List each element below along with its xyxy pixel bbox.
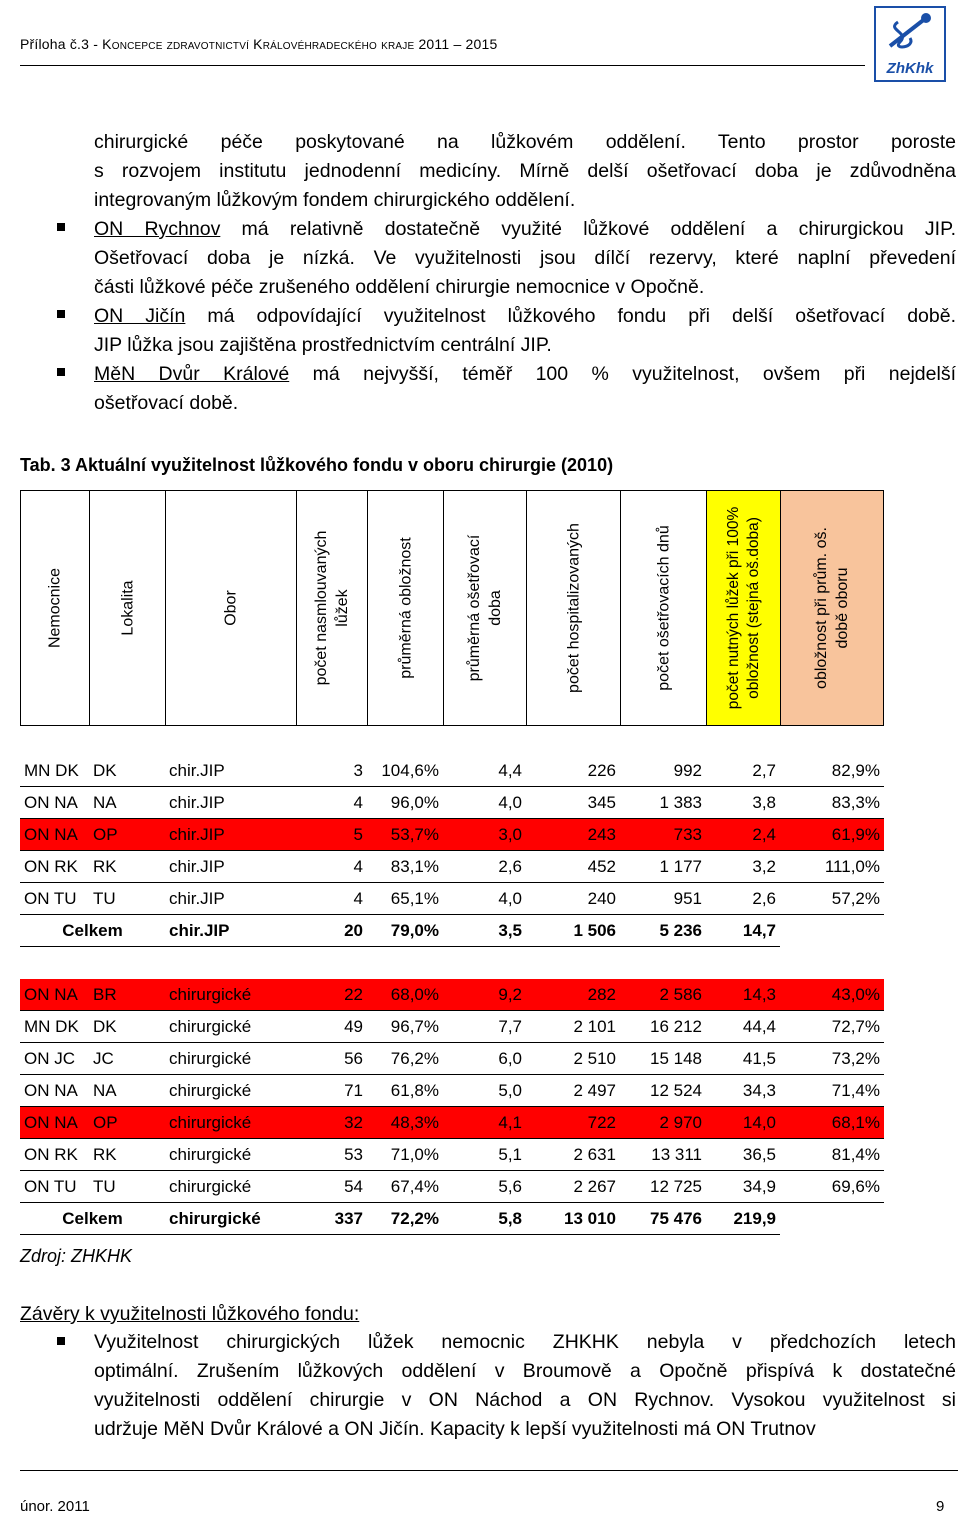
page-number: 9 — [936, 1498, 945, 1515]
table-cell: 4,0 — [443, 883, 526, 915]
table-cell: ON JC — [20, 1043, 89, 1075]
table-cell: 57,2% — [780, 883, 884, 915]
col-header-lokalita — [89, 490, 166, 726]
table-cell: 240 — [526, 883, 620, 915]
table-row — [20, 755, 884, 787]
table-cell: 4,1 — [443, 1107, 526, 1139]
table-cell: 9,2 — [443, 979, 526, 1011]
table-cell: 61,9% — [780, 819, 884, 851]
bullet-jicin — [94, 302, 956, 360]
table-cell: 2 631 — [526, 1139, 620, 1171]
empty-cell — [780, 915, 884, 947]
table-cell: 3,5 — [443, 915, 526, 947]
bullet-square-icon — [57, 223, 65, 231]
table-cell: 5,1 — [443, 1139, 526, 1171]
table-cell: chir.JIP — [165, 787, 296, 819]
table-cell: 2,6 — [706, 883, 780, 915]
table-cell: 36,5 — [706, 1139, 780, 1171]
table-cell: 13 010 — [526, 1203, 620, 1235]
table-cell: OP — [89, 819, 165, 851]
table-cell: 2 101 — [526, 1011, 620, 1043]
table-cell: 1 383 — [620, 787, 706, 819]
table-cell: chirurgické — [165, 1203, 296, 1235]
table-cell: 56 — [296, 1043, 367, 1075]
table-caption: Tab. 3 Aktuální využitelnost lůžkového fondu v oboru chirurgie (2010) — [20, 455, 614, 475]
table-row — [20, 1139, 884, 1171]
bullet-line: ošetřovací době. — [94, 392, 239, 414]
table-cell: 83,1% — [367, 851, 443, 883]
col-header-osetrovacich-dnu — [620, 490, 707, 726]
table-cell: ON TU — [20, 1171, 89, 1203]
table-cell: NA — [89, 1075, 165, 1107]
table-cell: DK — [89, 1011, 165, 1043]
col-header-nutnych-luzek — [706, 490, 781, 726]
table-cell: 2,6 — [443, 851, 526, 883]
col-header-label: průměrná ošetřovací doba — [466, 534, 504, 682]
table-row — [20, 787, 884, 819]
col-header-osetrovaci-doba — [443, 490, 527, 726]
table-cell: TU — [89, 883, 165, 915]
table-cell: 81,4% — [780, 1139, 884, 1171]
table-cell: 43,0% — [780, 979, 884, 1011]
table-cell: 96,7% — [367, 1011, 443, 1043]
table-cell: 3,0 — [443, 819, 526, 851]
table-row — [20, 1107, 884, 1139]
col-header-obor — [165, 490, 297, 726]
table-cell: 2 267 — [526, 1171, 620, 1203]
table-cell: JC — [89, 1043, 165, 1075]
table-cell: 243 — [526, 819, 620, 851]
table-cell: 3 — [296, 755, 367, 787]
table-cell: 226 — [526, 755, 620, 787]
table-cell: 67,4% — [367, 1171, 443, 1203]
col-header-label: Lokalita — [119, 580, 136, 636]
total-label: Celkem — [20, 1203, 165, 1235]
table-cell: 53 — [296, 1139, 367, 1171]
table-cell: 5,0 — [443, 1075, 526, 1107]
table-cell: 14,3 — [706, 979, 780, 1011]
total-label: Celkem — [20, 915, 165, 947]
conclusion-line: optimální. Zrušením lůžkových oddělení v Broumově a Opočně přispívá k dostatečné — [94, 1360, 956, 1382]
col-header-hospitalizovanych — [526, 490, 621, 726]
source-note: Zdroj: ZHKHK — [20, 1246, 133, 1266]
table-cell: 44,4 — [706, 1011, 780, 1043]
table-cell: 79,0% — [367, 915, 443, 947]
bullet-square-icon — [57, 310, 65, 318]
table-row — [20, 1011, 884, 1043]
col-header-label: obložnost při prům. oš. době oboru — [813, 527, 851, 689]
table-cell: chirurgické — [165, 1139, 296, 1171]
conclusion-title: Závěry k využitelnosti lůžkového fondu: — [20, 1303, 360, 1325]
table-cell: 12 725 — [620, 1171, 706, 1203]
table-cell: 82,9% — [780, 755, 884, 787]
table-cell: 54 — [296, 1171, 367, 1203]
table-cell: chir.JIP — [165, 915, 296, 947]
table-cell: 452 — [526, 851, 620, 883]
table-cell: 4,0 — [443, 787, 526, 819]
bullet-line: JIP lůžka jsou zajištěna prostřednictvím centrální JIP. — [94, 334, 552, 356]
table-cell: ON NA — [20, 787, 89, 819]
table-cell: 96,0% — [367, 787, 443, 819]
table-cell: 16 212 — [620, 1011, 706, 1043]
table-cell: 68,1% — [780, 1107, 884, 1139]
conclusion-line: udržuje MěN Dvůr Králové a ON Jičín. Kapacity k lepší využitelnosti má ON Trutnov — [94, 1418, 816, 1440]
logo-emblem-icon — [876, 8, 940, 58]
table-cell: MN DK — [20, 1011, 89, 1043]
table-cell: 951 — [620, 883, 706, 915]
table-cell: ON RK — [20, 851, 89, 883]
table-cell: chirurgické — [165, 1075, 296, 1107]
table-cell: 72,7% — [780, 1011, 884, 1043]
table-cell: 41,5 — [706, 1043, 780, 1075]
table-cell: 83,3% — [780, 787, 884, 819]
table-cell: chirurgické — [165, 1011, 296, 1043]
table-cell: chirurgické — [165, 1171, 296, 1203]
col-header-obloznost — [367, 490, 444, 726]
table-row — [20, 1171, 884, 1203]
conclusion-paragraph — [94, 1328, 956, 1444]
table-cell: 2,4 — [706, 819, 780, 851]
conclusion-line: Využitelnost chirurgických lůžek nemocnic ZHKHK nebyla v předchozích letech — [94, 1331, 956, 1353]
table-cell: BR — [89, 979, 165, 1011]
table-cell: 5,6 — [443, 1171, 526, 1203]
header-rule — [20, 65, 865, 66]
table-cell: 2 497 — [526, 1075, 620, 1107]
table-row — [20, 819, 884, 851]
table-jip — [20, 755, 884, 947]
table-cell: 34,3 — [706, 1075, 780, 1107]
table-cell: 68,0% — [367, 979, 443, 1011]
table-cell: 3,8 — [706, 787, 780, 819]
col-header-label: počet hospitalizovaných — [565, 523, 582, 693]
bullet-line: Ošetřovací doba je nízká. Ve využitelnosti jsou dílčí rezervy, které naplní převedení — [94, 247, 956, 269]
table-cell: 14,7 — [706, 915, 780, 947]
table-row — [20, 979, 884, 1011]
table-cell: chir.JIP — [165, 851, 296, 883]
bullet-line: části lůžkové péče zrušeného oddělení chirurgie nemocnice v Opočně. — [94, 276, 705, 298]
table-cell: 20 — [296, 915, 367, 947]
table-cell: DK — [89, 755, 165, 787]
table-cell: 22 — [296, 979, 367, 1011]
table-row — [20, 1075, 884, 1107]
table-cell: 5 236 — [620, 915, 706, 947]
table-cell: 2 510 — [526, 1043, 620, 1075]
col-header-pocet-luzek — [296, 490, 368, 726]
table-cell: 282 — [526, 979, 620, 1011]
empty-cell — [780, 1203, 884, 1235]
table-cell: 75 476 — [620, 1203, 706, 1235]
table-cell: 13 311 — [620, 1139, 706, 1171]
table-cell: 71,0% — [367, 1139, 443, 1171]
header-title: Koncepce zdravotnictví Královéhradeckého kraje 2011 – 2015 — [102, 36, 498, 52]
table-cell: chirurgické — [165, 1043, 296, 1075]
table-cell: 219,9 — [706, 1203, 780, 1235]
bullet-square-icon — [57, 368, 65, 376]
table-cell: 111,0% — [780, 851, 884, 883]
table-cell: chir.JIP — [165, 755, 296, 787]
table-cell: 722 — [526, 1107, 620, 1139]
table-cell: 337 — [296, 1203, 367, 1235]
table-cell: MN DK — [20, 755, 89, 787]
col-header-label: Nemocnice — [46, 567, 64, 649]
table-cell: 6,0 — [443, 1043, 526, 1075]
table-cell: 4 — [296, 883, 367, 915]
table-cell: 69,6% — [780, 1171, 884, 1203]
table-row — [20, 1043, 884, 1075]
table-cell: 1 177 — [620, 851, 706, 883]
page-header — [20, 36, 497, 52]
table-cell: 733 — [620, 819, 706, 851]
footer-date: únor. 2011 — [20, 1498, 90, 1515]
table-cell: ON TU — [20, 883, 89, 915]
table-cell: 345 — [526, 787, 620, 819]
table-cell: 34,9 — [706, 1171, 780, 1203]
table-cell: 71,4% — [780, 1075, 884, 1107]
table-cell: 65,1% — [367, 883, 443, 915]
table-cell: 2 970 — [620, 1107, 706, 1139]
table-cell: RK — [89, 851, 165, 883]
bullet-square-icon — [57, 1337, 65, 1345]
table-row — [20, 883, 884, 915]
table-total-row — [20, 1203, 884, 1235]
bullet-name: MěN Dvůr Králové — [94, 363, 290, 385]
table-cell: 992 — [620, 755, 706, 787]
table-cell: 5,8 — [443, 1203, 526, 1235]
table-cell: 7,7 — [443, 1011, 526, 1043]
table-cell: ON NA — [20, 819, 89, 851]
table-cell: 4 — [296, 787, 367, 819]
col-header-label: průměrná obložnost — [397, 537, 414, 679]
table-cell: 61,8% — [367, 1075, 443, 1107]
zhkhk-logo — [874, 6, 946, 82]
table-cell: 32 — [296, 1107, 367, 1139]
table-cell: 14,0 — [706, 1107, 780, 1139]
table-cell: OP — [89, 1107, 165, 1139]
table-cell: NA — [89, 787, 165, 819]
table-cell: 5 — [296, 819, 367, 851]
table-cell: RK — [89, 1139, 165, 1171]
table-cell: 72,2% — [367, 1203, 443, 1235]
table-cell: chir.JIP — [165, 819, 296, 851]
table-cell: ON NA — [20, 1075, 89, 1107]
table-cell: chir.JIP — [165, 883, 296, 915]
bullet-name: ON Rychnov — [94, 218, 221, 240]
table-cell: 4 — [296, 851, 367, 883]
intro-paragraph — [94, 128, 956, 215]
bullet-text: má relativně dostatečně využité lůžkové oddělení a chirurgickou JIP. — [220, 218, 956, 240]
table-cell: ON NA — [20, 1107, 89, 1139]
table-cell: chirurgické — [165, 979, 296, 1011]
bullet-text: má odpovídající využitelnost lůžkového fondu při delší ošetřovací době. — [185, 305, 957, 327]
table-chirurgie — [20, 979, 884, 1235]
table-cell: 1 506 — [526, 915, 620, 947]
bullet-name: ON Jičín — [94, 305, 186, 327]
table-cell: 12 524 — [620, 1075, 706, 1107]
table-cell: 48,3% — [367, 1107, 443, 1139]
footer-rule — [20, 1470, 958, 1471]
table-total-row — [20, 915, 884, 947]
table-cell: 73,2% — [780, 1043, 884, 1075]
table-cell: 2 586 — [620, 979, 706, 1011]
intro-line: integrovaným lůžkovým fondem chirurgického oddělení. — [94, 189, 576, 211]
col-header-nemocnice — [20, 490, 90, 726]
table-cell: 71 — [296, 1075, 367, 1107]
bullet-text: má nejvyšší, téměř 100 % využitelnost, ovšem při nejdelší — [289, 363, 956, 385]
col-header-obloznost-prum — [780, 490, 884, 726]
table-cell: 4,4 — [443, 755, 526, 787]
table-cell: 49 — [296, 1011, 367, 1043]
intro-line: s rozvojem institutu jednodenní medicíny. Mírně delší ošetřovací doba je zdůvodněna — [94, 160, 956, 182]
table-cell: 3,2 — [706, 851, 780, 883]
bullet-dvur-kralove — [94, 360, 956, 418]
table-cell: chirurgické — [165, 1107, 296, 1139]
table-cell: 15 148 — [620, 1043, 706, 1075]
header-prefix: Příloha č.3 - — [20, 36, 103, 52]
table-cell: ON RK — [20, 1139, 89, 1171]
col-header-label: Obor — [222, 590, 240, 626]
table-cell: TU — [89, 1171, 165, 1203]
table-cell: 2,7 — [706, 755, 780, 787]
intro-line: chirurgické péče poskytované na lůžkovém oddělení. Tento prostor poroste — [94, 131, 956, 153]
col-header-label: počet nasmlouvaných lůžek — [313, 530, 351, 686]
table-cell: 53,7% — [367, 819, 443, 851]
table-cell: 76,2% — [367, 1043, 443, 1075]
bullet-rychnov — [94, 215, 956, 302]
col-header-label: počet nutných lůžek při 100% obložnost (stejná oš.doba) — [724, 506, 762, 710]
col-header-label: počet ošetřovacích dnů — [655, 525, 672, 691]
table-cell: 104,6% — [367, 755, 443, 787]
logo-text: ZhKhk — [886, 60, 934, 77]
table-cell: ON NA — [20, 979, 89, 1011]
table-row — [20, 851, 884, 883]
conclusion-line: využitelnosti oddělení chirurgie v ON Náchod a ON Rychnov. Vysokou využitelnost si — [94, 1389, 956, 1411]
